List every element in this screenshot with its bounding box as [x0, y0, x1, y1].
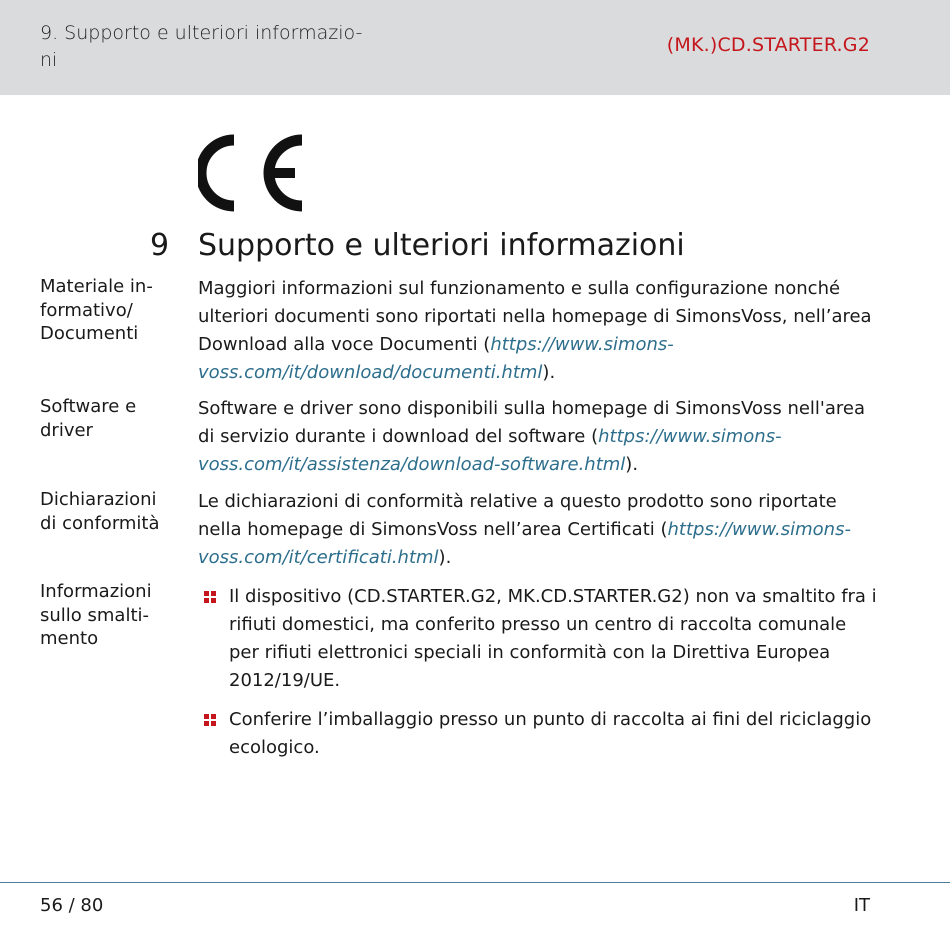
page-header [0, 0, 950, 95]
certificates-link[interactable]: https://www.simons-voss.com/it/certificati.html [198, 519, 851, 568]
section-number: 9 [150, 228, 170, 263]
paragraph-text-end: ). [438, 547, 452, 568]
bullet-text: Il dispositivo (CD.STARTER.G2, MK.CD.STARTER.G2) non va smaltito fra i rifiuti domestici, ma conferito presso un centro di raccolta comunale per rifiuti elettronici speciali in conformità con la Direttiva Europea 2012/19/UE. [229, 586, 877, 691]
bullet-text: Conferire l’imballaggio presso un punto di raccolta ai fini del riciclaggio ecologico. [229, 709, 872, 758]
paragraph-documents [198, 275, 878, 387]
footer-language: IT [853, 895, 870, 916]
paragraph-software [198, 395, 878, 479]
paragraph-conformity [198, 488, 878, 572]
section-title: Supporto e ulteriori informazioni [198, 228, 685, 263]
list-item [198, 706, 878, 762]
paragraph-text: Le dichiarazioni di conformità relative a questo prodotto sono riportate nella homepage di SimonsVoss nell’area Certificati ( [198, 491, 837, 540]
side-label-disposal: Informazioni sullo smalti-mento [40, 581, 152, 649]
side-label-conformity: Dichiarazioni di conformità [40, 489, 160, 534]
footer-divider [0, 882, 950, 883]
footer-page-number: 56 / 80 [40, 895, 104, 916]
paragraph-text-end: ). [625, 454, 639, 475]
ce-mark-logo [198, 133, 306, 213]
software-download-link[interactable]: https://www.simons-voss.com/it/assistenza/download-software.html [198, 426, 782, 475]
side-label-documents: Materiale in-formativo/ Documenti [40, 276, 153, 344]
paragraph-text: Maggiori informazioni sul funzionamento e sulla configurazione nonché ulteriori documenti sono riportati nella homepage di SimonsVoss, nell’area Download alla voce Documenti ( [198, 278, 872, 355]
paragraph-text-end: ). [542, 362, 556, 383]
paragraph-text: Software e driver sono disponibili sulla homepage di SimonsVoss nell'area di servizio durante i download del software ( [198, 398, 866, 447]
header-chapter-title: 9. Supporto e ulteriori informazio-ni [40, 22, 363, 71]
header-product-name: (MK.)CD.STARTER.G2 [666, 34, 870, 56]
red-cross-grid-icon [204, 714, 216, 726]
list-item [198, 583, 878, 695]
documents-link[interactable]: https://www.simons-voss.com/it/download/documenti.html [198, 334, 674, 383]
red-cross-grid-icon [204, 591, 216, 603]
side-label-software: Software e driver [40, 396, 137, 441]
